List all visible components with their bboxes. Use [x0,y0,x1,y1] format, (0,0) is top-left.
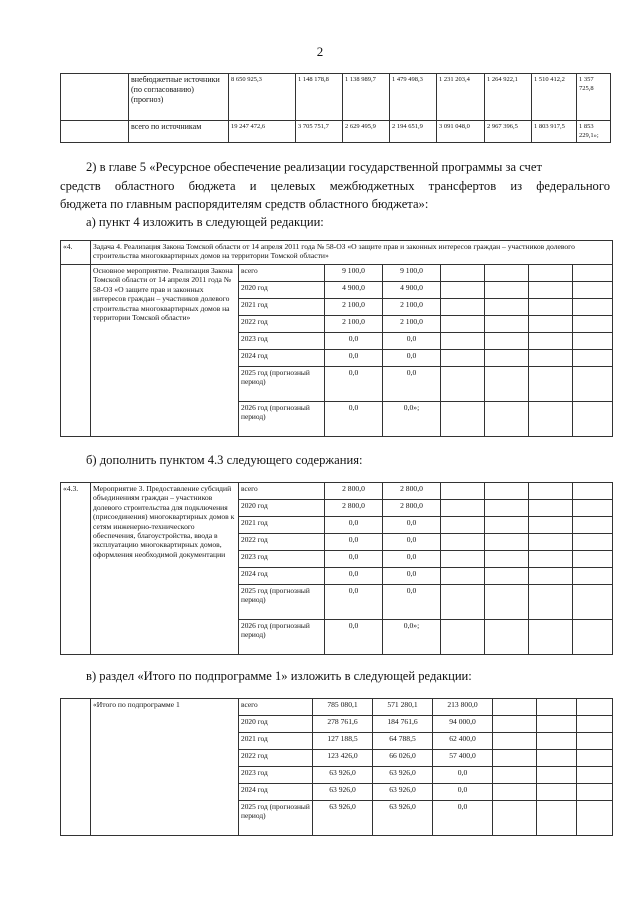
year-cell: 2025 год (прогнозный период) [239,801,313,836]
year-cell: 2022 год [239,534,325,551]
cell-value: 571 280,1 [373,699,433,716]
cell-value: 0,0 [383,350,441,367]
cell-value: 3 091 048,0 [437,121,485,143]
paragraph-2-line-3: бюджета по главным распорядителям средств областного бюджета»: [60,197,429,211]
paragraph-a: а) пункт 4 изложить в следующей редакции: [86,215,324,229]
cell-value: 3 705 751,7 [296,121,343,143]
task-title: Задача 4. Реализация Закона Томской области от 14 апреля 2011 года № 58-ОЗ «О защите прав и законных интересов граждан – участников долевого строительства многоквартирных домов на территории Томской области» [91,241,613,265]
year-cell: 2026 год (прогнозный период) [239,402,325,437]
cell-value: 2 100,0 [325,299,383,316]
cell-value: 0,0»; [383,620,441,655]
cell-value: 1 264 922,1 [485,74,532,121]
table-task-4 [60,240,613,437]
cell-value: 1 510 412,2 [532,74,577,121]
cell-value: 2 100,0 [383,316,441,333]
table-item-4-3 [60,482,613,655]
cell-value: 4 900,0 [383,282,441,299]
item-number: «4. [61,241,91,265]
paragraph-b: б) дополнить пунктом 4.3 следующего содержания: [86,453,363,467]
year-cell: 2024 год [239,568,325,585]
year-cell: всего [239,265,325,282]
table-row [61,265,613,282]
activity-description: Основное мероприятие. Реализация Закона Томской области от 14 апреля 2011 года № 58-ОЗ «О защите прав и законных интересов граждан – участников долевого строительства многоквартирных домов на территории Томской области» [91,265,239,437]
cell-value: 9 100,0 [325,265,383,282]
cell-value: 123 426,0 [313,750,373,767]
cell-value: 63 926,0 [313,784,373,801]
cell-value: 0,0 [325,517,383,534]
cell-value: 0,0 [325,350,383,367]
paragraph-c: в) раздел «Итого по подпрограмме 1» изложить в следующей редакции: [86,669,472,683]
cell-value: 63 926,0 [313,801,373,836]
year-cell: 2022 год [239,316,325,333]
year-cell: всего [239,483,325,500]
cell-value: 9 100,0 [383,265,441,282]
cell-value: 1 853 229,1»; [577,121,611,143]
cell-value: 57 400,0 [433,750,493,767]
cell-value: 0,0 [325,585,383,620]
row-label: всего по источникам [129,121,229,143]
cell-value: 0,0 [383,333,441,350]
year-cell: 2023 год [239,551,325,568]
cell-value: 0,0 [325,620,383,655]
cell-value: 94 000,0 [433,716,493,733]
cell-value: 0,0 [433,801,493,836]
cell-value: 0,0 [383,585,441,620]
paragraph-2-line-1: 2) в главе 5 «Ресурсное обеспечение реализации государственной программы за счет [86,160,542,174]
cell-value: 0,0 [383,568,441,585]
cell-value: 2 100,0 [383,299,441,316]
cell-value: 0,0»; [383,402,441,437]
cell-value: 2 800,0 [383,483,441,500]
cell-value: 184 761,6 [373,716,433,733]
cell-value: 1 803 917,5 [532,121,577,143]
cell-value: 278 761,6 [313,716,373,733]
cell-value: 0,0 [383,517,441,534]
cell-value: 2 100,0 [325,316,383,333]
year-cell: 2026 год (прогнозный период) [239,620,325,655]
cell-value: 2 800,0 [325,500,383,517]
table-row [61,241,613,265]
cell-value: 1 148 178,8 [296,74,343,121]
year-cell: 2022 год [239,750,313,767]
cell-value: 127 188,5 [313,733,373,750]
cell-value: 0,0 [433,784,493,801]
cell-value: 63 926,0 [313,767,373,784]
year-cell: 2025 год (прогнозный период) [239,367,325,402]
cell-value: 0,0 [325,333,383,350]
cell-value: 0,0 [383,367,441,402]
cell-value: 1 138 989,7 [343,74,390,121]
cell-value: 0,0 [325,551,383,568]
cell-value: 64 788,5 [373,733,433,750]
cell-value: 4 900,0 [325,282,383,299]
cell-value: 66 026,0 [373,750,433,767]
cell-value: 1 357 725,8 [577,74,611,121]
table-row [61,699,613,716]
year-cell: 2025 год (прогнозный период) [239,585,325,620]
cell-value: 0,0 [383,534,441,551]
year-cell: 2023 год [239,767,313,784]
cell-value: 63 926,0 [373,784,433,801]
year-cell: 2021 год [239,299,325,316]
cell-value: 63 926,0 [373,767,433,784]
cell-value: 0,0 [383,551,441,568]
total-description: «Итого по подпрограмме 1 [91,699,239,836]
year-cell: 2021 год [239,517,325,534]
cell-value: 1 231 203,4 [437,74,485,121]
table-row [61,121,611,143]
top-funding-table [60,73,611,143]
year-cell: 2021 год [239,733,313,750]
year-cell: 2023 год [239,333,325,350]
year-cell: 2024 год [239,784,313,801]
cell-value: 1 479 498,3 [390,74,437,121]
item-number: «4.3. [61,483,91,655]
year-cell: 2024 год [239,350,325,367]
year-cell: 2020 год [239,282,325,299]
cell-value: 0,0 [325,568,383,585]
cell-value: 2 629 495,9 [343,121,390,143]
year-cell: 2020 год [239,500,325,517]
year-cell: всего [239,699,313,716]
table-total-subprogram-1 [60,698,613,836]
page-number: 2 [316,44,324,59]
cell-value: 2 194 651,9 [390,121,437,143]
paragraph-2-line-2: средств областного бюджета и целевых межбюджетных трансфертов из федерального [60,179,610,193]
year-cell: 2020 год [239,716,313,733]
cell-value: 0,0 [325,367,383,402]
cell-value: 785 080,1 [313,699,373,716]
table-row [61,74,611,121]
cell-value: 213 800,0 [433,699,493,716]
cell-value: 0,0 [325,402,383,437]
cell-value: 8 650 925,3 [229,74,296,121]
cell-value: 63 926,0 [373,801,433,836]
activity-description: Мероприятие 3. Предоставление субсидий объединениям граждан – участников долевого строительства для подключения (присоединения) многоквартирных домов к сетям инженерно-технического обеспечения, благоустройства, ввода в эксплуатацию многоквартирных домов, оформления необходимой документации [91,483,239,655]
table-row [61,483,613,500]
cell-value: 0,0 [325,534,383,551]
cell-value: 0,0 [433,767,493,784]
cell-value: 2 800,0 [325,483,383,500]
cell-value: 2 800,0 [383,500,441,517]
cell-value: 19 247 472,6 [229,121,296,143]
cell-value: 62 400,0 [433,733,493,750]
cell-value: 2 967 396,5 [485,121,532,143]
row-label: внебюджетные источники (по согласованию) (прогноз) [129,74,229,121]
